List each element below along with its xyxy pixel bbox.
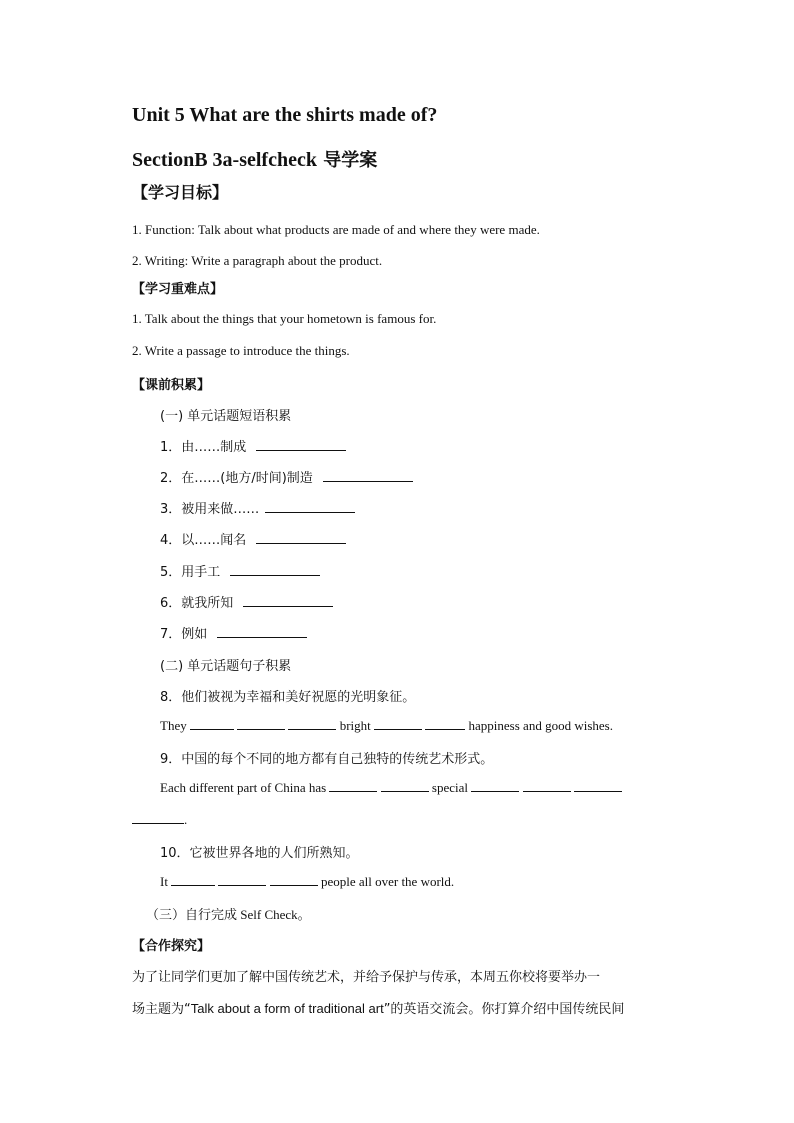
q10-cn: 10．它被世界各地的人们所熟知。: [160, 846, 359, 861]
q8-end: happiness and good wishes.: [468, 718, 613, 733]
answer-blank[interactable]: [574, 779, 622, 792]
answer-blank[interactable]: [218, 873, 266, 886]
q9-end: .: [184, 812, 188, 827]
answer-blank[interactable]: [471, 779, 519, 792]
part3-label: （三）自行完成: [146, 908, 238, 923]
phrase-label: 1．由……制成: [160, 440, 247, 455]
phrase-6: [160, 592, 333, 611]
section-title: [132, 146, 377, 172]
coop-line-2a: 场主题为“: [132, 1002, 191, 1017]
q10-end: people all over the world.: [320, 874, 455, 889]
heading-objectives: 【学习目标】: [132, 183, 229, 202]
key-point-2: 2. Write a passage to introduce the things.: [132, 343, 350, 358]
q8-en: [160, 717, 613, 734]
q9-en: [160, 779, 622, 796]
unit-title: Unit 5 What are the shirts made of?: [132, 104, 438, 126]
phrase-2: [160, 467, 413, 486]
q9-en-cont: [132, 811, 187, 828]
answer-blank[interactable]: [230, 563, 320, 576]
objective-1: 1. Function: Talk about what products are made of and where they were made.: [132, 222, 540, 237]
answer-blank[interactable]: [425, 717, 465, 730]
phrase-1: [160, 436, 346, 455]
phrase-label: 6．就我所知: [160, 596, 234, 611]
answer-blank[interactable]: [381, 779, 429, 792]
q8-cn: 8．他们被视为幸福和美好祝愿的光明象征。: [160, 690, 416, 705]
part1-title: (一) 单元话题短语积累: [160, 409, 292, 424]
phrase-5: [160, 561, 320, 580]
q9-start: Each different part of China has: [160, 780, 327, 795]
answer-blank[interactable]: [190, 717, 234, 730]
part3-title: [146, 904, 311, 923]
phrase-label: 7．例如: [160, 627, 208, 642]
q9-mid: special: [431, 780, 469, 795]
phrase-label: 3．被用来做……: [160, 502, 260, 517]
key-point-1: 1. Talk about the things that your hometown is famous for.: [132, 311, 437, 326]
answer-blank[interactable]: [323, 469, 413, 482]
part3-end: 。: [297, 908, 311, 923]
answer-blank[interactable]: [132, 811, 184, 824]
answer-blank[interactable]: [256, 438, 346, 451]
phrase-label: 5．用手工: [160, 565, 221, 580]
objective-2: 2. Writing: Write a paragraph about the product.: [132, 253, 383, 268]
answer-blank[interactable]: [171, 873, 215, 886]
coop-line-2: [132, 998, 624, 1017]
answer-blank[interactable]: [329, 779, 377, 792]
part2-title: (二) 单元话题句子积累: [160, 659, 292, 674]
heading-preview: 【课前积累】: [132, 378, 211, 393]
answer-blank[interactable]: [256, 531, 346, 544]
answer-blank[interactable]: [265, 500, 355, 513]
phrase-4: [160, 529, 346, 548]
phrase-7: [160, 623, 307, 642]
phrase-3: [160, 498, 355, 517]
heading-key-points: 【学习重难点】: [132, 282, 224, 297]
answer-blank[interactable]: [237, 717, 285, 730]
coop-line-2-en: Talk about a form of traditional art: [190, 1001, 384, 1016]
q9-cn: 9．中国的每个不同的地方都有自己独特的传统艺术形式。: [160, 752, 494, 767]
part3-en: Self Check: [237, 907, 298, 922]
q8-start: They: [160, 718, 187, 733]
section-title-en: SectionB 3a-selfcheck: [132, 149, 317, 171]
q10-start: It: [160, 874, 168, 889]
coop-line-1: 为了让同学们更加了解中国传统艺术，并给予保护与传承，本周五你校将要举办一: [132, 970, 601, 985]
heading-coop: 【合作探究】: [132, 939, 211, 954]
answer-blank[interactable]: [243, 594, 333, 607]
section-title-cn: 导学案: [316, 150, 378, 171]
phrase-label: 4．以……闻名: [160, 533, 247, 548]
answer-blank[interactable]: [288, 717, 336, 730]
q8-mid: bright: [339, 718, 371, 733]
coop-line-2b: ”的英语交流会。你打算介绍中国传统民间: [383, 1002, 625, 1017]
answer-blank[interactable]: [270, 873, 318, 886]
answer-blank[interactable]: [217, 625, 307, 638]
phrase-label: 2．在……(地方/时间)制造: [160, 471, 313, 486]
answer-blank[interactable]: [523, 779, 571, 792]
answer-blank[interactable]: [374, 717, 422, 730]
q10-en: [160, 873, 454, 890]
